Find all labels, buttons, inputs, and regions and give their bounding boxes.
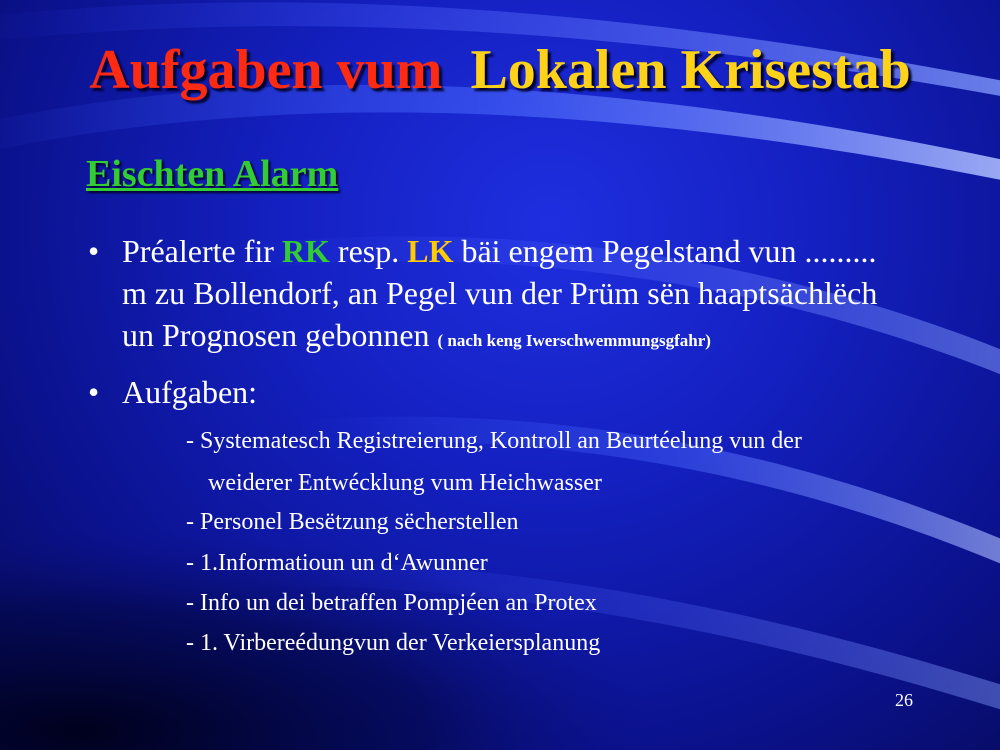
- bullet-text: [122, 230, 877, 362]
- title-part-yellow: Lokalen Krisestab: [470, 39, 911, 101]
- bullet-line-3: un Prognosen gebonnen ( nach keng Iwerschwemmungsgfahr): [122, 317, 711, 353]
- task-item: - 1.Informatioun un d‘Awunner: [186, 550, 488, 576]
- task-item-continuation: weiderer Entwécklung vum Heichwasser: [208, 470, 602, 496]
- task-item: - 1. Virbereédungvun der Verkeiersplanung: [186, 630, 601, 656]
- section-heading: Eischten Alarm: [86, 153, 339, 195]
- task-item: - Systematesch Registreierung, Kontroll an Beurtéelung vun der: [186, 428, 802, 454]
- slide-title: [0, 38, 1000, 102]
- bullet-line-2: m zu Bollendorf, an Pegel vun der Prüm sën haaptsächlëch: [122, 275, 878, 311]
- title-part-red: Aufgaben vum: [89, 39, 443, 101]
- bullet-text: Aufgaben:: [122, 374, 258, 410]
- page-number: 26: [895, 690, 913, 710]
- task-item: - Info un dei betraffen Pompjéen an Protex: [186, 590, 597, 616]
- bullet-line-1: Préalerte fir RK resp. LK bäi engem Pegelstand vun .........: [122, 233, 877, 269]
- task-item: - Personel Besëtzung sëcherstellen: [186, 509, 519, 535]
- rk-label: RK: [281, 233, 330, 269]
- bullet-icon: •: [88, 233, 100, 269]
- bullet-note: ( nach keng Iwerschwemmungsgfahr): [437, 331, 711, 350]
- bullet-icon: •: [88, 374, 100, 410]
- lk-label: LK: [407, 233, 454, 269]
